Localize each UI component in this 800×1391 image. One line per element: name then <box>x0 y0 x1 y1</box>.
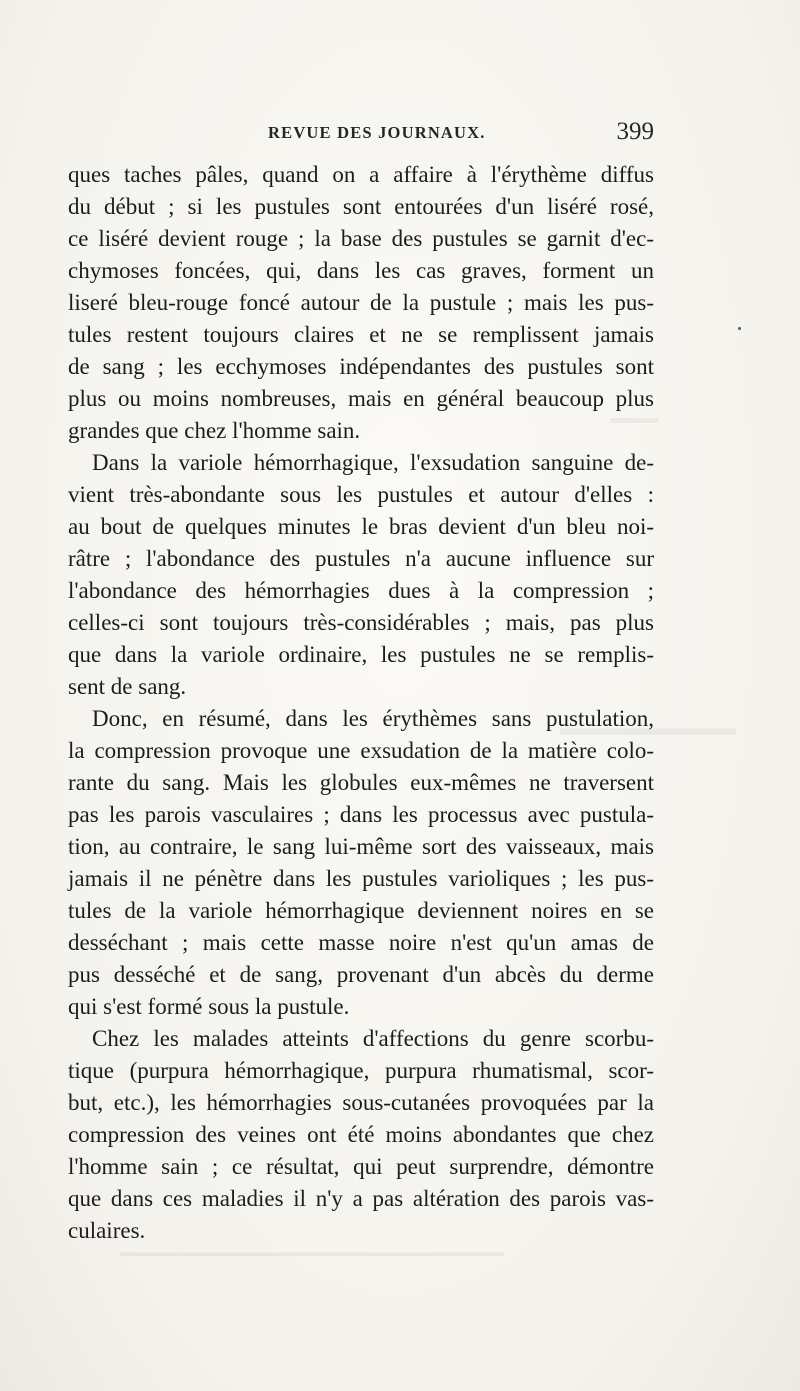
text-line: grandes que chez l'homme sain. <box>68 418 361 443</box>
text-line: ce liséré devient rouge ; la base des pustules se garnit d'ec- <box>68 226 654 251</box>
text-line: but, etc.), les hémorrhagies sous-cutanées provoquées par la <box>68 1090 654 1115</box>
text-line: la compression provoque une exsudation de la matière colo- <box>68 738 654 763</box>
text-line: celles-ci sont toujours très-considérables ; mais, pas plus <box>68 610 654 635</box>
body-text <box>68 159 654 1247</box>
text-line: compression des veines ont été moins abondantes que chez <box>68 1122 654 1147</box>
text-line: râtre ; l'abondance des pustules n'a aucune influence sur <box>68 546 654 571</box>
text-line: l'homme sain ; ce résultat, qui peut surprendre, démontre <box>68 1154 654 1179</box>
text-line: liseré bleu-rouge foncé autour de la pustule ; mais les pus- <box>68 290 654 315</box>
text-line: vient très-abondante sous les pustules et autour d'elles : <box>68 482 654 507</box>
text-line: desséchant ; mais cette masse noire n'est qu'un amas de <box>68 930 654 955</box>
paragraph <box>68 703 654 1023</box>
text-line: rante du sang. Mais les globules eux-mêmes ne traversent <box>68 770 654 795</box>
text-line: que dans la variole ordinaire, les pustules ne se remplis- <box>68 642 654 667</box>
text-line: culaires. <box>68 1218 146 1243</box>
text-line: tules restent toujours claires et ne se remplissent jamais <box>68 322 654 347</box>
paragraph <box>68 447 654 703</box>
text-line: tique (purpura hémorrhagique, purpura rhumatismal, scor- <box>68 1058 654 1083</box>
page-header <box>68 118 654 154</box>
text-line: jamais il ne pénètre dans les pustules varioliques ; les pus- <box>68 866 654 891</box>
text-line: l'abondance des hémorrhagies dues à la compression ; <box>68 578 654 603</box>
running-title: REVUE DES JOURNAUX. <box>268 123 486 142</box>
bleed-through-decoration <box>120 1245 504 1260</box>
page-number: 399 <box>616 118 654 145</box>
text-line: pas les parois vasculaires ; dans les processus avec pustula- <box>68 802 654 827</box>
text-line: Donc, en résumé, dans les érythèmes sans pustulation, <box>92 706 654 731</box>
paragraph <box>68 1023 654 1247</box>
text-line: qui s'est formé sous la pustule. <box>68 994 350 1019</box>
text-line: plus ou moins nombreuses, mais en général beaucoup plus <box>68 386 654 411</box>
text-line: sent de sang. <box>68 674 187 699</box>
text-line: tules de la variole hémorrhagique deviennent noires en se <box>68 898 654 923</box>
text-line: Chez les malades atteints d'affections du genre scorbu- <box>92 1026 654 1051</box>
text-line: que dans ces maladies il n'y a pas altération des parois vas- <box>68 1186 654 1211</box>
text-line: de sang ; les ecchymoses indépendantes des pustules sont <box>68 354 654 379</box>
text-line: chymoses foncées, qui, dans les cas graves, forment un <box>68 258 654 283</box>
text-line: du début ; si les pustules sont entourées d'un liséré rosé, <box>68 194 654 219</box>
ink-speck <box>738 327 741 330</box>
paragraph <box>68 159 654 447</box>
text-line: pus desséché et de sang, provenant d'un abcès du derme <box>68 962 654 987</box>
text-line: tion, au contraire, le sang lui-même sort des vaisseaux, mais <box>68 834 654 859</box>
text-line: ques taches pâles, quand on a affaire à l'érythème diffus <box>68 162 654 187</box>
text-line: Dans la variole hémorrhagique, l'exsudation sanguine de- <box>92 450 654 475</box>
text-line: au bout de quelques minutes le bras devient d'un bleu noi- <box>68 514 654 539</box>
